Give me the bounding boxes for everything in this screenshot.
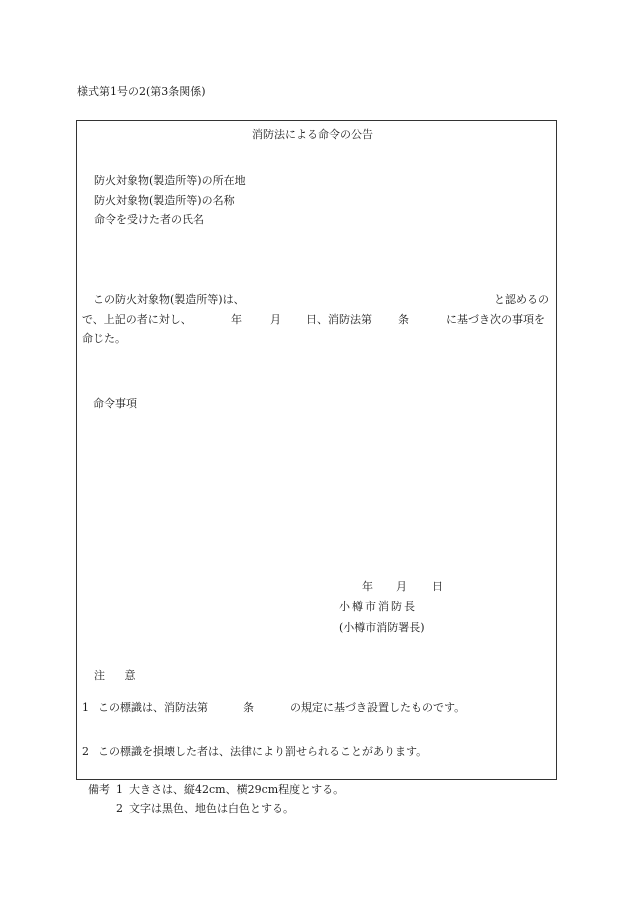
- body-day-law-label: 日、消防法第: [306, 313, 372, 326]
- issuer: 小樽市消防長: [339, 600, 417, 613]
- remark-item2-number: 2: [116, 802, 123, 815]
- date-month-label: 月: [396, 580, 407, 593]
- field-location: 防火対象物(製造所等)の所在地: [94, 174, 246, 187]
- caution-item2-text: この標識を損壊した者は、法律により罰せられることがあります。: [98, 745, 428, 758]
- body-line1-end: と認めるの: [494, 293, 549, 306]
- issuer-alt: (小樽市消防署長): [339, 621, 425, 634]
- remark-item1-number: 1: [116, 783, 123, 796]
- remarks-label: 備考: [88, 783, 110, 796]
- remark-item2-text: 文字は黒色、地色は白色とする。: [129, 802, 294, 815]
- body-article-label: 条: [398, 313, 409, 326]
- notice-title: 消防法による命令の公告: [252, 128, 373, 141]
- caution-item1-end: の規定に基づき設置したものです。: [290, 701, 466, 714]
- caution-item1-start: この標識は、消防法第: [98, 701, 208, 714]
- caution-item1-article: 条: [243, 701, 254, 714]
- field-recipient: 命令を受けた者の氏名: [94, 213, 204, 226]
- caution-item2-number: 2: [82, 745, 89, 758]
- caution-item1-number: 1: [82, 701, 89, 714]
- body-line2-end: に基づき次の事項を: [446, 313, 545, 326]
- body-line2-start: で、上記の者に対し、: [82, 313, 192, 326]
- date-day-label: 日: [432, 580, 443, 593]
- field-name: 防火対象物(製造所等)の名称: [94, 194, 235, 207]
- body-line3: 命じた。: [82, 332, 126, 345]
- body-line1-start: この防火対象物(製造所等)は、: [93, 293, 245, 306]
- caution-heading: 注 意: [94, 669, 144, 682]
- order-items-label: 命令事項: [93, 397, 137, 410]
- date-year-label: 年: [362, 580, 373, 593]
- body-month-label: 月: [270, 313, 281, 326]
- remark-item1-text: 大きさは、縦42cm、横29cm程度とする。: [129, 783, 345, 796]
- form-number: 様式第1号の2(第3条関係): [77, 85, 206, 98]
- body-year-label: 年: [231, 313, 242, 326]
